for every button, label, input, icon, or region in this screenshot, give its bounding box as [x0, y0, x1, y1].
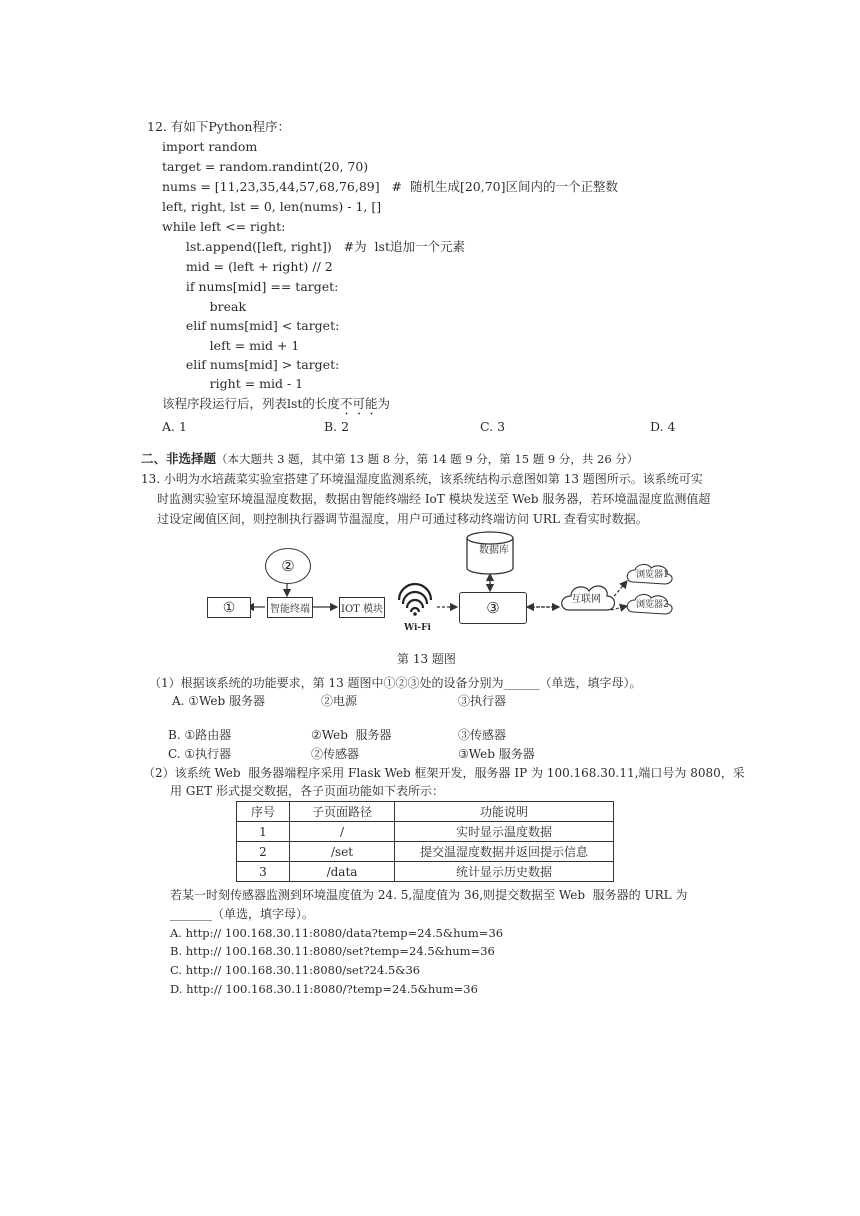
- code-line: elif nums[mid] < target:: [162, 318, 340, 333]
- table-cell: 1: [237, 822, 290, 842]
- node-1: ①: [207, 597, 251, 618]
- part2-option-d: D. http:// 100.168.30.11:8080/?temp=24.5&hum=36: [170, 982, 478, 996]
- part1-option-c-3: ③Web 服务器: [458, 747, 535, 761]
- internet-label: 互联网: [571, 594, 601, 605]
- code-line: left = mid + 1: [162, 338, 300, 353]
- code-line: while left <= right:: [162, 219, 286, 234]
- code-line: mid = (left + right) // 2: [162, 259, 333, 274]
- q12-question: 该程序段运行后，列表lst的长度不可能为: [162, 396, 390, 411]
- table-cell: /data: [290, 862, 395, 882]
- terminal-box: 智能终端: [267, 597, 313, 618]
- q13-stem-line: 时监测实验室环境温湿度数据，数据由智能终端经 IoT 模块发送至 Web 服务器，若环境温湿度监测值超: [157, 492, 711, 506]
- diagram-connectors: [175, 530, 687, 670]
- table-cell: 实时显示温度数据: [395, 822, 614, 842]
- table-header: 功能说明: [395, 802, 614, 822]
- q12-option-b: B. 2: [324, 419, 350, 434]
- part1-option-c-1: C. ①执行器: [168, 747, 232, 761]
- database-label: 数据库: [479, 545, 509, 556]
- iot-module-box: IOT 模块: [339, 597, 385, 618]
- part1-option-c-2: ②传感器: [311, 747, 360, 761]
- table-row: [237, 822, 614, 842]
- table-cell: 统计显示历史数据: [395, 862, 614, 882]
- code-line: import random: [162, 139, 258, 154]
- code-line: nums = [11,23,35,44,57,68,76,89] # 随机生成[20,70]区间内的一个正整数: [162, 179, 618, 194]
- node-3: ③: [459, 592, 527, 624]
- table-header-row: [237, 802, 614, 822]
- q12-option-a: A. 1: [162, 419, 187, 434]
- q12-option-d: D. 4: [650, 419, 676, 434]
- q13-stem-line: 13. 小明为水培蔬菜实验室搭建了环境温湿度监测系统，该系统结构示意图如第 13 题图所示。该系统可实: [141, 472, 703, 486]
- browser-1-label: 浏览器1: [636, 570, 669, 580]
- table-cell: /set: [290, 842, 395, 862]
- code-line: if nums[mid] == target:: [162, 279, 339, 294]
- q13-stem-line: 过设定阈值区间，则控制执行器调节温湿度，用户可通过移动终端访问 URL 查看实时数据。: [157, 512, 648, 526]
- part1-stem: （1）根据该系统的功能要求，第 13 题图中①②③处的设备分别为______（单选，填字母）。: [149, 676, 642, 690]
- table-header: 子页面路径: [290, 802, 395, 822]
- wifi-icon: [399, 584, 431, 616]
- table-cell: 2: [237, 842, 290, 862]
- part1-option-a-3: ③执行器: [458, 694, 507, 708]
- subpage-table: [236, 801, 614, 882]
- code-line: left, right, lst = 0, len(nums) - 1, []: [162, 199, 382, 214]
- table-row: [237, 842, 614, 862]
- table-cell: 3: [237, 862, 290, 882]
- part2-stem-line: （2）该系统 Web 服务器端程序采用 Flask Web 框架开发，服务器 IP 为 100.168.30.11,端口号为 8080，采: [143, 766, 745, 780]
- table-row: [237, 862, 614, 882]
- code-line: target = random.randint(20, 70): [162, 159, 369, 174]
- wifi-label: Wi-Fi: [404, 623, 431, 633]
- part2-stem-line: 用 GET 形式提交数据，各子页面功能如下表所示：: [170, 784, 444, 798]
- figure-caption: 第 13 题图: [397, 652, 456, 666]
- section-heading: 二、非选择题（本大题共 3 题，其中第 13 题 8 分，第 14 题 9 分，第 15 题 9 分，共 26 分）: [141, 451, 639, 466]
- q12-option-c: C. 3: [480, 419, 506, 434]
- part1-option-b-2: ②Web 服务器: [311, 728, 392, 742]
- part1-option-a-1: A. ①Web 服务器: [172, 694, 266, 708]
- part2-option-b: B. http:// 100.168.30.11:8080/set?temp=24.5&hum=36: [170, 944, 495, 958]
- node-2: ②: [265, 548, 311, 584]
- code-line: right = mid - 1: [162, 376, 304, 391]
- part1-option-b-1: B. ①路由器: [168, 728, 232, 742]
- part2-question-line: 若某一时刻传感器监测到环境温度值为 24. 5,湿度值为 36,则提交数据至 Web 服务器的 URL 为: [170, 888, 688, 902]
- code-line: break: [162, 299, 247, 314]
- part2-question-line: _______（单选，填字母）。: [170, 907, 315, 921]
- browser-2-label: 浏览器2: [636, 600, 669, 610]
- table-header: 序号: [237, 802, 290, 822]
- part2-option-a: A. http:// 100.168.30.11:8080/data?temp=24.5&hum=36: [170, 926, 504, 940]
- table-cell: 提交温湿度数据并返回提示信息: [395, 842, 614, 862]
- part1-option-b-3: ③传感器: [458, 728, 507, 742]
- part1-option-a-2: ②电源: [321, 694, 358, 708]
- system-diagram: [175, 530, 687, 670]
- q12-stem: 12. 有如下Python程序：: [147, 119, 290, 134]
- table-cell: /: [290, 822, 395, 842]
- part2-option-c: C. http:// 100.168.30.11:8080/set?24.5&36: [170, 963, 421, 977]
- code-line: elif nums[mid] > target:: [162, 357, 340, 372]
- code-line: lst.append([left, right]) #为 lst追加一个元素: [162, 239, 465, 254]
